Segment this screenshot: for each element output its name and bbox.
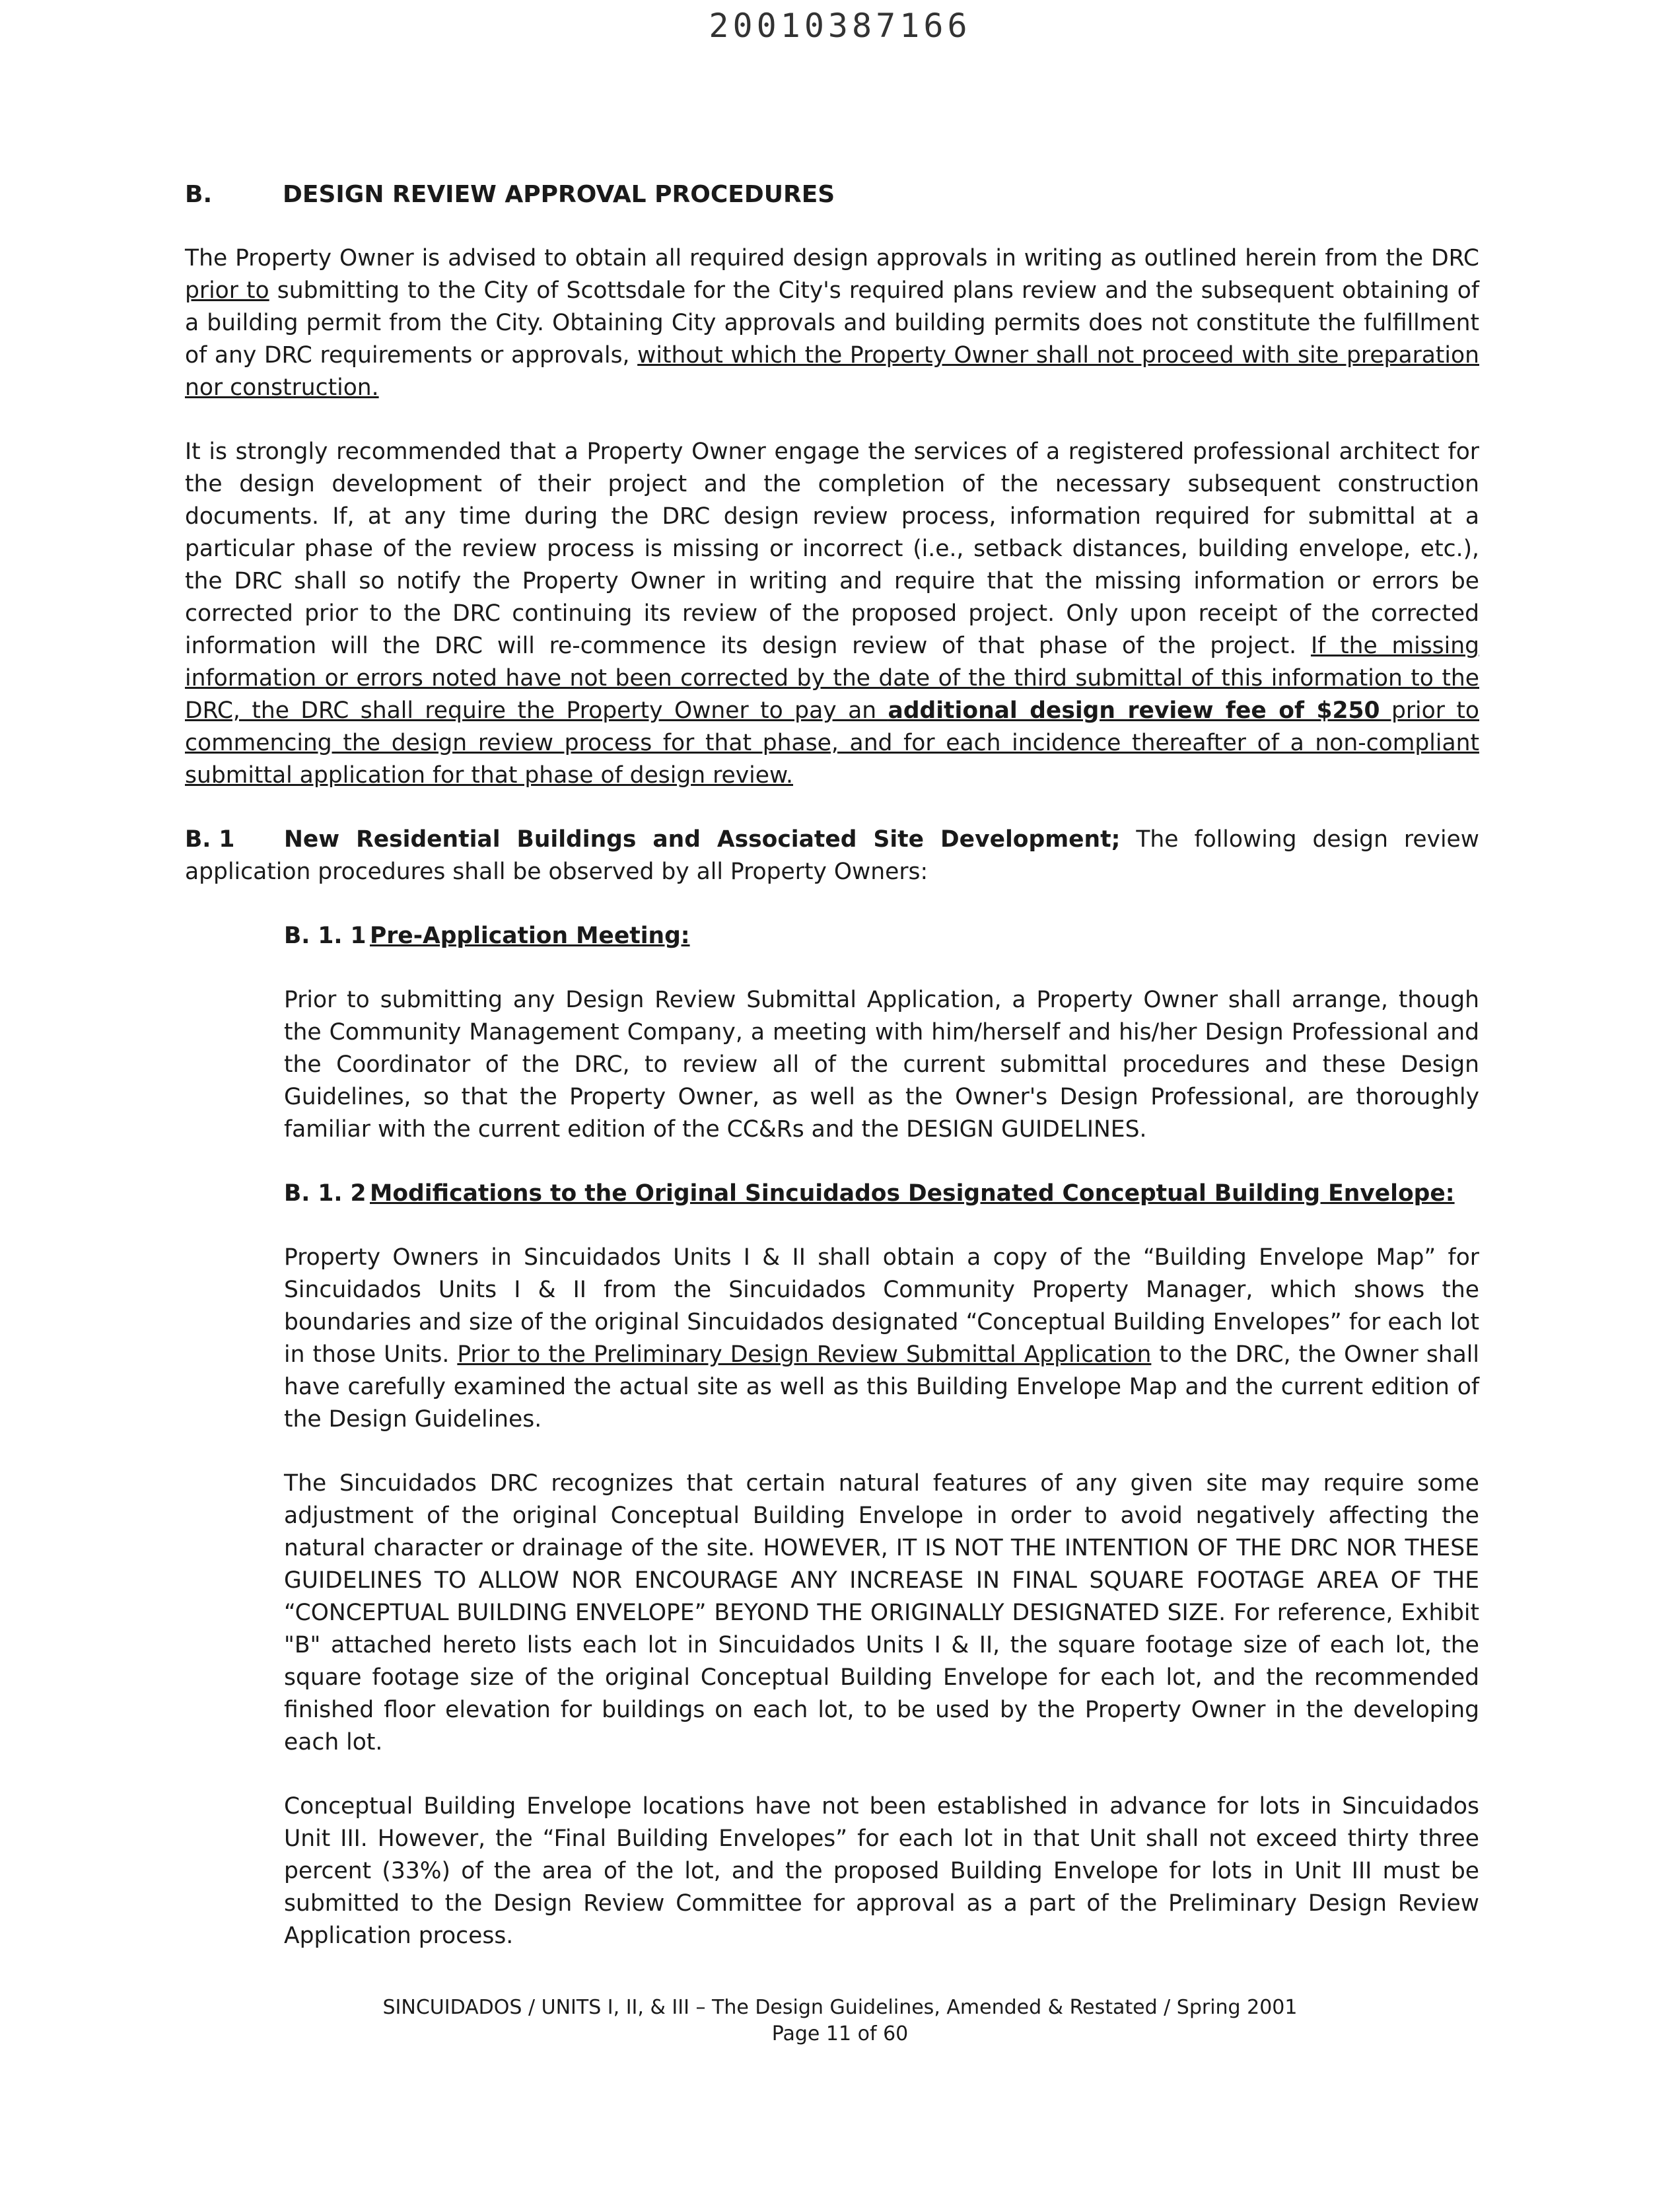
paragraph-unit-iii: Conceptual Building Envelope locations have not been established in advance for lots in Sincuidados Unit III. However, the “Final Building Envelopes” for each lot in that Unit shall not exceed thirty three percent (33%) of the area of the lot, and the proposed Building Envelope for lots in Unit III must be submitted to the Design Review Committee for approval as a part of the Preliminary Design Review Application process. (284, 1793, 1479, 1949)
underlined-text: If the missing information or errors noted have not been corrected by the date of the third submittal of this information to the DRC, the DRC shall require the Property Owner to pay an (185, 633, 1479, 724)
subsection-label: B. 1. 2 (284, 1180, 367, 1207)
paragraph-pre-application: Prior to submitting any Design Review Submittal Application, a Property Owner shall arrange, though the Community Management Company, a meeting with him/herself and his/her Design Professional and the Coordinator of the DRC, to review all of the current submittal procedures and these Design Guidelines, so that the Property Owner, as well as the Owner's Design Professional, are thoroughly familiar with the current edition of the CC&Rs and the DESIGN GUIDELINES. (284, 987, 1479, 1143)
underlined-text: prior to (185, 277, 269, 304)
subsection-b11-heading (284, 920, 1479, 952)
underlined-text: without which the Property Owner shall not proceed with site preparation nor construction. (185, 342, 1479, 401)
subsection-b12-heading (284, 1178, 1479, 1210)
underlined-text: Prior to the Preliminary Design Review Submittal Application (457, 1341, 1152, 1368)
text-run: to the DRC, the Owner shall have carefully examined the actual site as well as this Building Envelope Map and the current edition of the Design Guidelines. (284, 1341, 1479, 1433)
text-run: It is strongly recommended that a Property Owner engage the services of a registered professional architect for the design development of their project and the completion of the necessary subsequent construction documents. If, at any time during the DRC design review process, information required for submittal at a particular phase of the review process is missing or incorrect (i.e., setback distances, building envelope, etc.), the DRC shall so notify the Property Owner in writing and require that the missing information or errors be corrected prior to the DRC continuing its review of the proposed project. Only upon receipt of the corrected information will the DRC will re-commence its design review of that phase of the project. (185, 439, 1479, 659)
footer-title: SINCUIDADOS / UNITS I, II, & III – The Design Guidelines, Amended & Restated / Spring 2001 (382, 1996, 1298, 2019)
text-run: The Property Owner is advised to obtain all required design approvals in writing as outlined herein from the DRC (185, 245, 1479, 271)
text-run: submitting to the City of Scottsdale for the City's required plans review and the subsequent obtaining of a building permit from the City. Obtaining City approvals and building permits does not constitute the fulfillment of any DRC requirements or approvals, (185, 277, 1480, 369)
subsection-title: New Residential Buildings and Associated Site Development; (284, 826, 1121, 853)
subsection-title: Modifications to the Original Sincuidados Designated Conceptual Building Envelope: (370, 1180, 1455, 1207)
subsection-title: Pre-Application Meeting: (370, 923, 690, 949)
section-letter: B. (185, 181, 213, 208)
paragraph-natural-features: The Sincuidados DRC recognizes that certain natural features of any given site may require some adjustment of the original Conceptual Building Envelope in order to avoid negatively affecting the natural character or drainage of the site. HOWEVER, IT IS NOT THE INTENTION OF THE DRC NOR THESE GUIDELINES TO ALLOW NOR ENCOURAGE ANY INCREASE IN FINAL SQUARE FOOTAGE AREA OF THE “CONCEPTUAL BUILDING ENVELOPE” BEYOND THE ORIGINALLY DESIGNATED SIZE. For reference, Exhibit "B" attached hereto lists each lot in Sincuidados Units I & II, the square footage size of each lot, the square footage size of the original Conceptual Building Envelope for each lot, and the recommended finished floor elevation for buildings on each lot, to be used by the Property Owner in the developing each lot. (284, 1470, 1479, 1755)
section-title: DESIGN REVIEW APPROVAL PROCEDURES (283, 181, 835, 208)
paragraph-architect (185, 436, 1479, 792)
page-body (185, 178, 1479, 1984)
paragraph-approvals (185, 242, 1479, 404)
paragraph-envelope-map (284, 1242, 1479, 1436)
subsection-b1 (185, 824, 1479, 888)
fee-highlight: additional design review fee of $250 (888, 697, 1380, 724)
underlined-text: prior to commencing the design review process for that phase, and for each incidence thereafter of a non-compliant submittal application for that phase of design review. (185, 697, 1479, 789)
document-number: 20010387166 (709, 7, 971, 45)
subsection-label: B. 1. 1 (284, 923, 367, 949)
text-run: Property Owners in Sincuidados Units I & II shall obtain a copy of the “Building Envelope Map” for Sincuidados Units I & II from the Sincuidados Community Property Manager, which shows the boundaries and size of the original Sincuidados designated “Conceptual Building Envelopes” for each lot in those Units. (284, 1244, 1479, 1368)
subsection-label: B. 1 (185, 826, 235, 853)
page-footer (0, 1995, 1680, 2047)
section-heading (185, 178, 1479, 211)
subsection-text: The following design review application procedures shall be observed by all Property Owners: (185, 826, 1479, 885)
page-number: Page 11 of 60 (771, 2022, 909, 2045)
